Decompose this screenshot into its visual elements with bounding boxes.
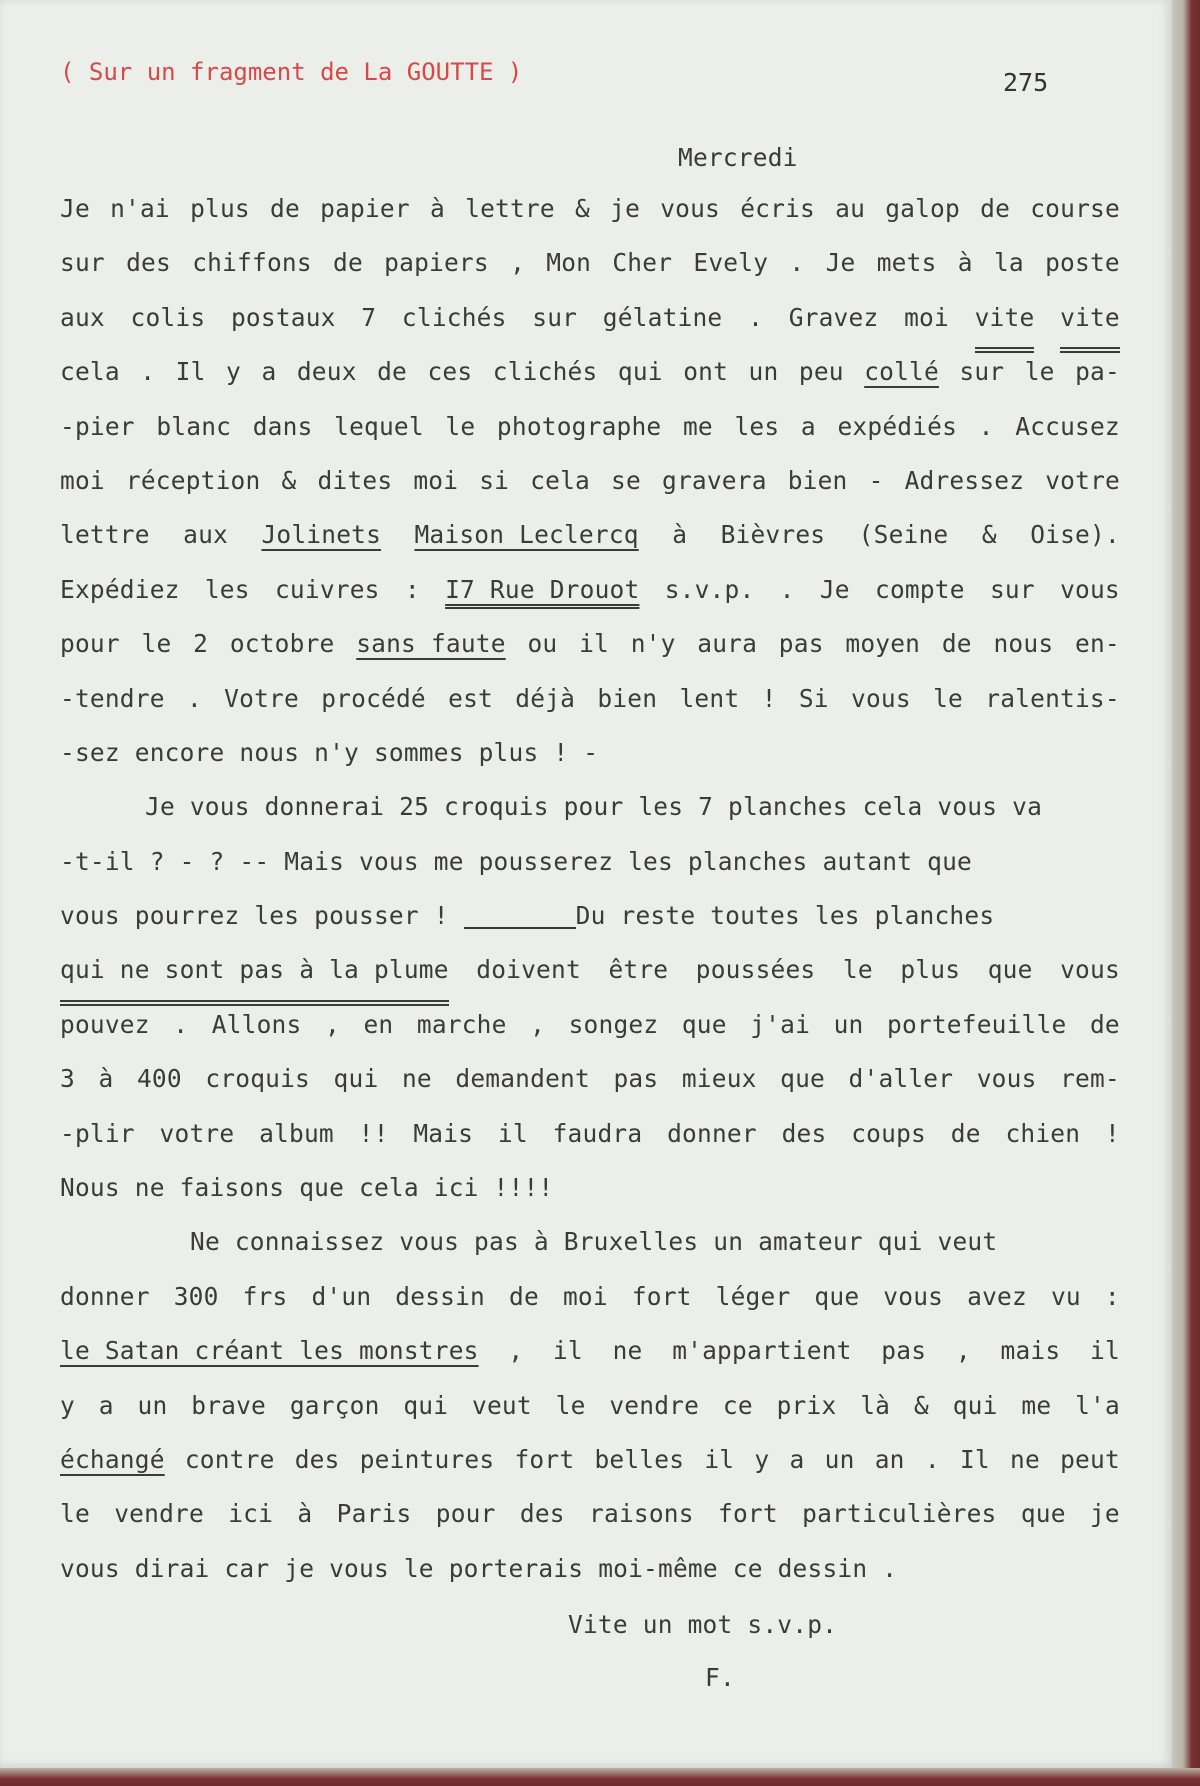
- letter-word: pouvez: [60, 1009, 150, 1039]
- letter-word: il: [552, 1336, 583, 1366]
- letter-word: vendre: [609, 1390, 700, 1420]
- letter-word: le: [141, 629, 172, 659]
- letter-word: que: [780, 1064, 826, 1094]
- letter-word: lettre: [60, 520, 150, 550]
- letter-word: en-: [1075, 629, 1120, 659]
- letter-word: .: [779, 574, 795, 604]
- letter-word: aux: [183, 520, 228, 550]
- letter-line: [60, 408, 1120, 462]
- letter-word: d'un: [311, 1281, 372, 1311]
- letter-word: !!: [358, 1118, 389, 1148]
- letter-word: vous: [976, 1064, 1037, 1094]
- letter-word: compte: [875, 574, 965, 604]
- letter-word: le: [445, 411, 476, 441]
- letter-word: particulières: [802, 1499, 997, 1529]
- letter-word: il: [704, 1444, 735, 1474]
- letter-word: croquis: [205, 1064, 311, 1094]
- letter-word: (Seine: [858, 520, 949, 550]
- letter-word: nous: [993, 629, 1054, 659]
- letter-word: .: [789, 248, 805, 278]
- letter-word: &: [913, 1390, 929, 1420]
- letter-word: ce: [722, 1390, 753, 1420]
- letter-word: veut: [472, 1390, 532, 1420]
- letter-word: écris: [740, 194, 815, 223]
- letter-word: .: [173, 1009, 189, 1039]
- letter-word: ces: [427, 357, 473, 387]
- letter-word: !: [1105, 1118, 1120, 1148]
- letter-word: y: [754, 1444, 770, 1474]
- letter-segment: -t-il ? - ? -- Mais vous me pousserez les planches autant que: [60, 846, 972, 876]
- letter-word: doivent: [476, 955, 581, 985]
- letter-word: blanc: [156, 411, 232, 441]
- letter-word: lettre: [465, 194, 555, 223]
- letter-word: votre: [1045, 465, 1120, 495]
- letter-word: des: [126, 248, 171, 278]
- letter-word: Oise).: [1030, 520, 1120, 550]
- letter-word: ,: [508, 1336, 524, 1366]
- letter-word: ,: [324, 1009, 340, 1039]
- letter-word: si: [479, 465, 510, 495]
- letter-line: [60, 1169, 1120, 1223]
- letter-word: clichés: [401, 302, 507, 332]
- letter-word: gélatine: [602, 302, 723, 332]
- letter-word: moi: [413, 465, 459, 495]
- letter-word: Evely: [693, 248, 769, 278]
- letter-word: dans: [252, 411, 313, 441]
- letter-word: bien: [597, 683, 658, 713]
- letter-word: lent: [679, 683, 740, 713]
- letter-word: de: [980, 194, 1011, 223]
- letter-word: sur: [532, 302, 578, 332]
- letter-word: les: [204, 574, 250, 604]
- letter-word: :: [404, 574, 420, 604]
- letter-line: [60, 353, 1120, 407]
- letter-line: [60, 1006, 1120, 1060]
- letter-word: octobre: [229, 629, 335, 659]
- letter-word: vous: [851, 683, 911, 713]
- letter-word: coups: [851, 1118, 926, 1148]
- letter-word: les: [734, 411, 780, 441]
- letter-word: .: [978, 411, 994, 441]
- letter-word: poste: [1045, 248, 1120, 278]
- letter-word: brave: [191, 1390, 267, 1420]
- letter-line: [60, 1332, 1120, 1386]
- letter-word: à: [672, 520, 688, 550]
- underlined-phrase: vite: [975, 299, 1035, 353]
- letter-word: là: [860, 1390, 891, 1420]
- letter-word: papier: [320, 194, 410, 223]
- letter-word: Paris: [336, 1499, 412, 1529]
- letter-word: frs: [242, 1281, 288, 1311]
- letter-word: d'aller: [848, 1064, 954, 1094]
- letter-word: Mon: [546, 248, 592, 278]
- letter-line: [60, 1495, 1120, 1549]
- underlined-phrase: Jolinets: [261, 520, 382, 550]
- letter-word: garçon: [289, 1390, 380, 1420]
- underlined-phrase: qui ne sont pas à la plume: [60, 951, 449, 1005]
- letter-line: [60, 788, 1120, 842]
- letter-word: vous: [883, 1281, 944, 1311]
- letter-word: au: [835, 194, 866, 223]
- letter-word: course: [1030, 194, 1120, 223]
- letter-word: il: [1090, 1336, 1120, 1366]
- page-number: 275: [1003, 68, 1049, 97]
- letter-closing: Vite un mot s.v.p.: [568, 1610, 838, 1639]
- letter-line: [60, 516, 1120, 570]
- letter-word: ,: [510, 248, 526, 278]
- letter-word: dessin: [395, 1281, 485, 1311]
- letter-word: de: [941, 629, 972, 659]
- letter-word: vu: [1050, 1281, 1081, 1311]
- letter-word: qui: [952, 1390, 998, 1420]
- letter-line: [60, 1060, 1120, 1114]
- letter-word: ne: [612, 1336, 643, 1366]
- letter-word: Allons: [211, 1009, 302, 1039]
- letter-word: ralentis-: [985, 683, 1120, 713]
- letter-dateline: Mercredi: [678, 143, 798, 172]
- letter-word: cuivres: [274, 574, 380, 604]
- letter-word: qui: [617, 357, 663, 387]
- letter-word: .: [924, 1444, 940, 1474]
- letter-line: [60, 897, 1120, 951]
- letter-word: dites: [317, 465, 393, 495]
- letter-word: j'ai: [750, 1009, 811, 1039]
- letter-word: clichés: [492, 357, 598, 387]
- letter-word: avez: [967, 1281, 1027, 1311]
- letter-word: pas: [613, 1064, 659, 1094]
- letter-line: [60, 680, 1120, 734]
- letter-line: [60, 1550, 1120, 1604]
- letter-word: Je: [819, 574, 850, 604]
- letter-word: :: [1104, 1281, 1120, 1311]
- letter-word: qui: [403, 1390, 449, 1420]
- letter-word: de: [509, 1281, 539, 1311]
- letter-word: -: [868, 465, 884, 495]
- letter-word: à: [98, 1064, 114, 1094]
- letter-word: pour: [435, 1499, 496, 1529]
- letter-word: moi: [904, 302, 949, 332]
- letter-segment: vous dirai car je vous le porterais moi-même ce dessin .: [60, 1553, 898, 1583]
- letter-word: !: [761, 683, 777, 713]
- letter-word: de: [950, 1118, 981, 1148]
- letter-word: -tendre: [60, 683, 165, 713]
- letter-word: sur: [959, 357, 1005, 387]
- letter-word: ou: [527, 629, 558, 659]
- letter-word: le: [555, 1390, 586, 1420]
- letter-word: de: [377, 357, 408, 387]
- letter-word: .: [140, 357, 156, 387]
- letter-word: m'appartient: [672, 1336, 852, 1366]
- letter-word: réception: [125, 465, 261, 495]
- blank-underline: [464, 897, 576, 929]
- letter-word: &: [981, 520, 997, 550]
- letter-word: galop: [885, 194, 960, 223]
- letter-word: l'a: [1075, 1390, 1120, 1420]
- letter-word: des: [519, 1499, 565, 1529]
- letter-word: pour: [60, 629, 120, 659]
- letter-word: Mais: [413, 1118, 474, 1148]
- letter-word: a: [800, 411, 816, 441]
- letter-word: donner: [60, 1281, 150, 1311]
- letter-word: ,: [955, 1336, 971, 1366]
- letter-word: un: [137, 1390, 168, 1420]
- letter-word: être: [608, 955, 669, 985]
- letter-word: a: [261, 357, 277, 387]
- letter-word: vendre: [114, 1499, 204, 1529]
- letter-line: [60, 1441, 1120, 1495]
- letter-word: y: [60, 1390, 75, 1420]
- letter-segment: -sez encore nous n'y sommes plus ! -: [60, 737, 599, 767]
- letter-word: rem-: [1060, 1064, 1120, 1094]
- letter-word: photographe: [496, 411, 662, 441]
- header-title: ( Sur un fragment de La GOUTTE ): [60, 58, 523, 86]
- binding-edge: [1172, 0, 1200, 1786]
- letter-word: à: [297, 1499, 313, 1529]
- letter-word: a: [98, 1390, 114, 1420]
- letter-word: mais: [1000, 1336, 1061, 1366]
- letter-word: Cher: [612, 248, 673, 278]
- letter-word: moi: [60, 465, 105, 495]
- letter-word: vous: [1060, 574, 1120, 604]
- underlined-phrase: échangé: [60, 1444, 165, 1474]
- letter-word: aura: [697, 629, 758, 659]
- letter-word: ici: [228, 1499, 274, 1529]
- letter-word: plus: [190, 194, 250, 223]
- letter-word: cela: [60, 357, 120, 387]
- letter-word: fort: [718, 1499, 778, 1529]
- letter-word: des: [781, 1118, 827, 1148]
- letter-word: colis: [130, 302, 206, 332]
- letter-word: a: [789, 1444, 805, 1474]
- letter-word: marche: [416, 1009, 507, 1039]
- letter-word: portefeuille: [887, 1009, 1067, 1039]
- letter-word: Adressez: [904, 465, 1025, 495]
- letter-segment: Du reste toutes les planches: [575, 901, 995, 931]
- letter-word: vous: [1060, 955, 1120, 985]
- letter-word: ont: [683, 357, 729, 387]
- letter-body: [60, 190, 1120, 1604]
- letter-word: ,: [530, 1009, 546, 1039]
- letter-word: demandent: [455, 1064, 590, 1094]
- letter-line: [60, 1387, 1120, 1441]
- letter-word: que: [1020, 1499, 1066, 1529]
- letter-word: pas: [778, 629, 824, 659]
- letter-segment: vous pourrez les pousser !: [60, 901, 464, 931]
- letter-line: [60, 244, 1120, 298]
- letter-word: moi: [562, 1281, 608, 1311]
- letter-word: me: [682, 411, 713, 441]
- letter-word: le: [60, 1499, 90, 1529]
- letter-word: de: [270, 194, 300, 223]
- letter-word: Expédiez: [60, 574, 180, 604]
- letter-word: des: [294, 1444, 340, 1474]
- letter-word: .: [748, 302, 764, 332]
- letter-word: sur: [60, 248, 105, 278]
- letter-word: chien: [1005, 1118, 1081, 1148]
- letter-word: n'ai: [110, 194, 170, 223]
- letter-word: bien: [787, 465, 848, 495]
- letter-word: postaux: [230, 302, 336, 332]
- letter-word: pa-: [1075, 357, 1120, 387]
- letter-word: poussées: [695, 955, 816, 985]
- letter-word: Il: [175, 357, 206, 387]
- letter-word: prix: [776, 1390, 837, 1420]
- letter-signature: F.: [705, 1663, 735, 1692]
- letter-word: n'y: [630, 629, 676, 659]
- letter-word: me: [1021, 1390, 1052, 1420]
- letter-word: un: [748, 357, 779, 387]
- letter-word: un: [824, 1444, 855, 1474]
- letter-word: lequel: [334, 411, 424, 441]
- letter-word: peu: [798, 357, 844, 387]
- letter-word: que: [814, 1281, 860, 1311]
- letter-word: contre: [184, 1444, 275, 1474]
- letter-word: Bièvres: [720, 520, 826, 550]
- letter-word: songez: [568, 1009, 659, 1039]
- letter-word: plus: [900, 955, 961, 985]
- letter-word: s.v.p.: [664, 574, 755, 604]
- letter-word: -pier: [60, 411, 135, 441]
- letter-word: aux: [60, 302, 105, 332]
- letter-word: 3: [60, 1064, 75, 1094]
- letter-word: Si: [798, 683, 829, 713]
- letter-word: Accusez: [1015, 411, 1120, 441]
- letter-word: la: [993, 248, 1024, 278]
- letter-line: [60, 1223, 1120, 1277]
- letter-word: ne: [1010, 1444, 1040, 1474]
- letter-word: album: [259, 1118, 334, 1148]
- letter-word: belles: [594, 1444, 685, 1474]
- letter-word: gravera: [662, 465, 767, 495]
- underlined-phrase: I7 Rue Drouot: [445, 574, 640, 604]
- letter-segment: Je vous donnerai 25 croquis pour les 7 planches cela vous va: [145, 792, 1043, 822]
- letter-word: déjà: [515, 683, 576, 713]
- letter-word: raisons: [589, 1499, 694, 1529]
- letter-line: [60, 1278, 1120, 1332]
- letter-word: que: [987, 955, 1033, 985]
- letter-word: le: [1024, 357, 1055, 387]
- letter-word: -plir: [60, 1118, 135, 1148]
- letter-word: de: [333, 248, 363, 278]
- letter-segment: Nous ne faisons que cela ici !!!!: [60, 1173, 554, 1203]
- letter-word: mieux: [681, 1064, 757, 1094]
- letter-word: mets: [876, 248, 937, 278]
- letter-word: fort: [514, 1444, 575, 1474]
- letter-word: il: [497, 1118, 528, 1148]
- letter-word: &: [575, 194, 590, 223]
- letter-word: &: [281, 465, 297, 495]
- letter-word: faudra: [552, 1118, 643, 1148]
- letter-word: 400: [136, 1064, 182, 1094]
- letter-word: un: [833, 1009, 864, 1039]
- letter-word: deux: [296, 357, 357, 387]
- letter-word: cela: [530, 465, 590, 495]
- letter-word: Je: [60, 194, 90, 223]
- letter-word: le: [842, 955, 873, 985]
- letter-word: se: [611, 465, 641, 495]
- letter-word: papiers: [384, 248, 489, 278]
- letter-word: 300: [173, 1281, 219, 1311]
- letter-word: fort: [631, 1281, 692, 1311]
- letter-line: [60, 571, 1120, 625]
- letter-word: le: [933, 683, 963, 713]
- letter-word: je: [1089, 1499, 1120, 1529]
- letter-word: votre: [159, 1118, 235, 1148]
- letter-word: expédiés: [837, 411, 958, 441]
- underlined-phrase: collé: [864, 357, 939, 387]
- letter-word: an: [874, 1444, 905, 1474]
- letter-word: Gravez: [788, 302, 879, 332]
- letter-segment: Ne connaissez vous pas à Bruxelles un amateur qui veut: [190, 1227, 998, 1257]
- letter-word: à: [957, 248, 973, 278]
- letter-word: que: [681, 1009, 727, 1039]
- letter-word: Il: [959, 1444, 990, 1474]
- underlined-phrase: vite: [1060, 299, 1120, 353]
- underlined-phrase: sans faute: [356, 629, 506, 659]
- letter-word: sur: [989, 574, 1035, 604]
- letter-word: moyen: [845, 629, 921, 659]
- letter-line: [60, 734, 1120, 788]
- letter-word: peut: [1060, 1444, 1120, 1474]
- letter-word: procédé: [321, 683, 426, 713]
- letter-word: 7: [361, 302, 377, 332]
- letter-word: donner: [667, 1118, 757, 1148]
- letter-word: ne: [401, 1064, 432, 1094]
- underlined-phrase: Maison Leclercq: [414, 520, 639, 550]
- letter-word: pas: [881, 1336, 927, 1366]
- letter-line: [60, 299, 1120, 353]
- letter-line: [60, 462, 1120, 516]
- letter-line: [60, 190, 1120, 244]
- letter-word: de: [1089, 1009, 1120, 1039]
- letter-word: vous: [660, 194, 721, 223]
- letter-line: [60, 1115, 1120, 1169]
- letter-word: il: [579, 629, 609, 659]
- letter-word: Je: [825, 248, 856, 278]
- letter-word: est: [448, 683, 494, 713]
- letter-word: qui: [333, 1064, 379, 1094]
- letter-line: [60, 951, 1120, 1005]
- letter-word: chiffons: [192, 248, 312, 278]
- underlined-phrase: le Satan créant les monstres: [60, 1336, 479, 1366]
- letter-word: .: [186, 683, 202, 713]
- letter-word: léger: [715, 1281, 791, 1311]
- letter-word: Votre: [224, 683, 299, 713]
- letter-line: [60, 843, 1120, 897]
- letter-word: peintures: [359, 1444, 495, 1474]
- page-bottom-edge: [0, 1768, 1200, 1786]
- letter-word: y: [226, 357, 241, 387]
- letter-line: [60, 625, 1120, 679]
- letter-word: je: [610, 194, 641, 223]
- letter-word: 2: [193, 629, 209, 659]
- letter-word: à: [430, 194, 445, 223]
- letter-word: en: [363, 1009, 394, 1039]
